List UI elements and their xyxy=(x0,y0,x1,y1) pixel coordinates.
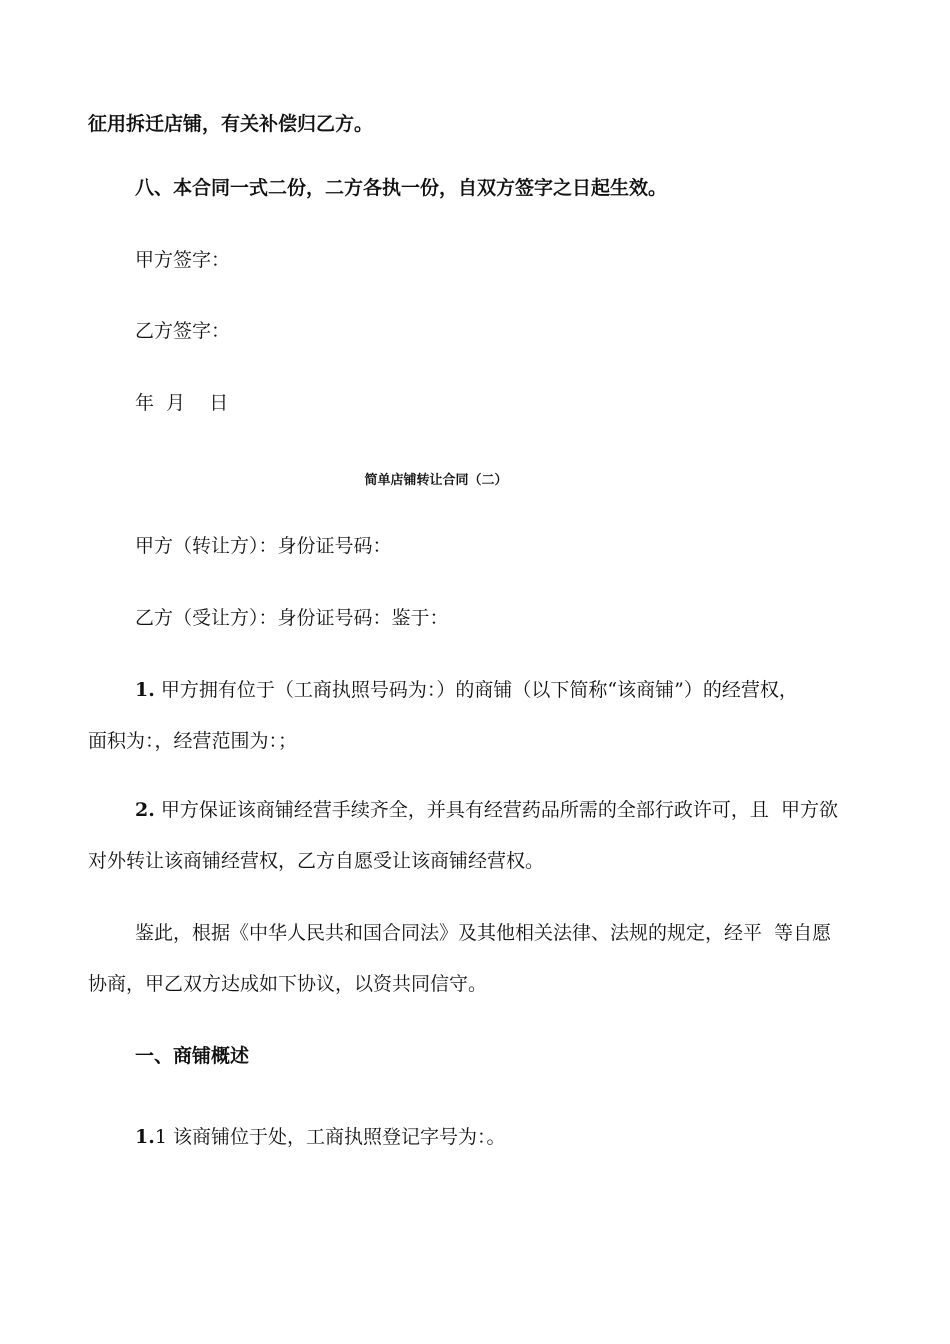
paragraph-2-line-2: 对外转让该商铺经营权，乙方自愿受让该商铺经营权。 xyxy=(88,850,545,872)
party-b-info: 乙方（受让方）：身份证号码：鉴于： xyxy=(135,607,449,629)
date-line: 年 月 日 xyxy=(135,392,229,414)
paragraph-text: 甲方保证该商铺经营手续齐全，并具有经营药品所需的全部行政许可，且 甲方欲 xyxy=(160,799,838,821)
clause-number: 1. xyxy=(135,1126,155,1148)
clause-eight: 八、本合同一式二份，二方各执一份，自双方签字之日起生效。 xyxy=(135,177,668,199)
clause-1-1 xyxy=(135,1128,505,1147)
section-title: 简单店铺转让合同（二） xyxy=(364,473,508,488)
paragraph-1-line-2: 面积为：，经营范围为：； xyxy=(88,730,298,752)
party-a-info: 甲方（转让方）：身份证号码： xyxy=(135,535,392,557)
paragraph-3-line-1: 鉴此，根据《中华人民共和国合同法》及其他相关法律、法规的规定，经平 等自愿 xyxy=(135,922,832,944)
paragraph-3-line-2: 协商，甲乙双方达成如下协议，以资共同信守。 xyxy=(88,973,488,995)
party-b-signature-label: 乙方签字： xyxy=(135,320,231,342)
clause-text: 1 该商铺位于处，工商执照登记字号为：。 xyxy=(154,1126,506,1148)
text-line: 征用拆迁店铺，有关补偿归乙方。 xyxy=(88,113,374,135)
party-a-signature-label: 甲方签字： xyxy=(135,249,231,271)
paragraph-number: 1. xyxy=(135,679,155,701)
paragraph-text: 甲方拥有位于（工商执照号码为：）的商铺（以下简称“该商铺”）的经营权， xyxy=(160,679,798,701)
paragraph-number: 2. xyxy=(135,799,155,821)
paragraph-2-line-1 xyxy=(135,801,875,820)
section-heading: 一、商铺概述 xyxy=(135,1045,250,1067)
paragraph-1-line-1 xyxy=(135,681,875,700)
